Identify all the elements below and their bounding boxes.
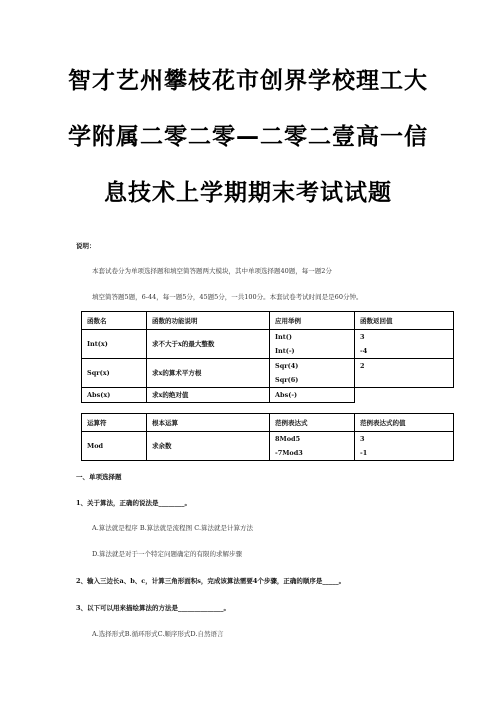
table-header-cell: 范例表达式 [270, 414, 355, 432]
function-name: Int(x) [82, 330, 147, 359]
table-header-cell: 函数的功能说明 [147, 312, 270, 330]
function-desc: 求x的算术平方根 [147, 359, 270, 388]
instructions-label: 说明： [76, 242, 96, 250]
instructions-line-1: 本套试卷分为单项选择题和填空简答题两大模块，其中单项选择题40题，每一题2分 [92, 267, 332, 275]
table-row [82, 330, 454, 359]
doc-title-line-2: 学附属二零二零—二零二壹高一信 [68, 124, 428, 150]
table-header-cell: 范例表达式的值 [355, 414, 454, 432]
table-header-cell: 运算符 [82, 414, 147, 432]
operator-desc: 求余数 [147, 432, 270, 461]
function-return: 2 [355, 359, 454, 388]
operator-example: 8Mod5 -7Mod3 [270, 432, 355, 461]
operator-name: Mod [82, 432, 147, 461]
empty-cell [355, 388, 454, 403]
operator-table [81, 413, 454, 461]
function-name: Abs(x) [82, 388, 147, 403]
question-1-option-line: A.算法就是程序 B.算法就是流程图 C.算法就是计算方法 [92, 524, 254, 532]
table-header-cell: 函数返回值 [355, 312, 454, 330]
table-row [82, 432, 454, 461]
table-row [82, 359, 454, 388]
table-header-cell: 应用举例 [270, 312, 355, 330]
function-desc: 求x的绝对值 [147, 388, 270, 403]
doc-title-line-1: 智才艺州攀枝花市创界学校理工大 [68, 68, 428, 94]
question-3-stem: 3、以下可以用来描绘算法的方法是______________。 [76, 604, 231, 612]
section-heading: 一、单项选择题 [76, 473, 122, 481]
function-name: Sqr(x) [82, 359, 147, 388]
table-header-row [82, 414, 454, 432]
table-row [82, 388, 454, 403]
instructions-line-2: 填空简答题5题，6-44，每一题5分，45题5分，一共100分。本套试卷考试时间是是60分钟。 [92, 293, 363, 301]
question-1-option-line: D.算法就是对于一个特定问题确定的有限的求解步骤 [92, 550, 243, 558]
table-header-cell: 函数名 [82, 312, 147, 330]
question-1-stem: 1、关于算法，正确的说法是________。 [76, 499, 192, 507]
function-desc: 求不大于x的最大整数 [147, 330, 270, 359]
question-2-stem: 2、输入三边长a、b、c，计算三角形面积s，完成该算法需要4个步骤，正确的顺序是_____。 [76, 577, 346, 585]
function-table [81, 311, 454, 403]
doc-title-line-3: 息技术上学期期末考试试题 [104, 180, 392, 206]
operator-value: 3 -1 [355, 432, 454, 461]
function-example: Abs(-) [270, 388, 355, 403]
table-header-cell: 根本运算 [147, 414, 270, 432]
table-header-row [82, 312, 454, 330]
function-example: Int() Int(-) [270, 330, 355, 359]
function-return: 3 -4 [355, 330, 454, 359]
function-example: Sqr(4) Sqr(6) [270, 359, 355, 388]
question-3-option-line: A.选择形式B.循环形式C.顺序形式D.自然语言 [92, 630, 224, 638]
